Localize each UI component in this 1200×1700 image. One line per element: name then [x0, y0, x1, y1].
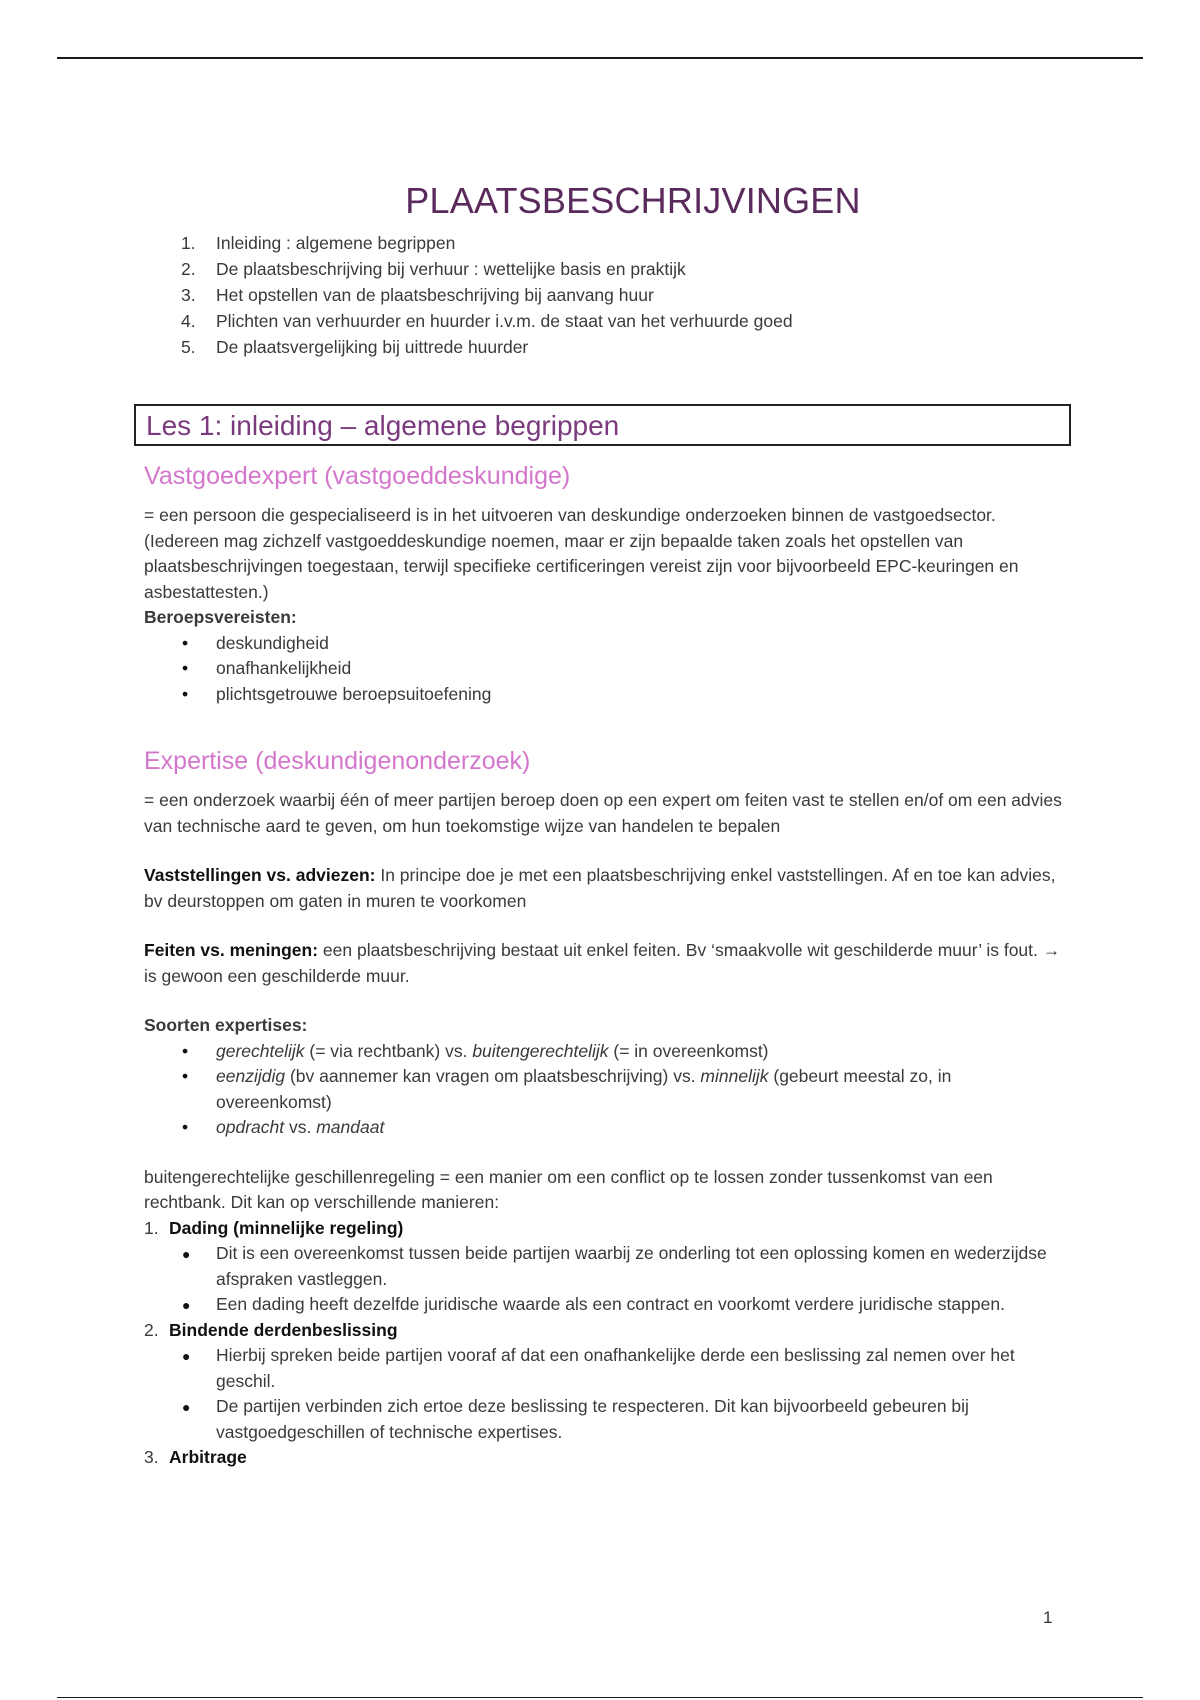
- toc-item: 3. Het opstellen van de plaatsbeschrijving bij aanvang huur: [181, 285, 654, 305]
- list-item: • deskundigheid: [182, 632, 329, 653]
- section-heading-vastgoedexpert: Vastgoedexpert (vastgoeddeskundige): [144, 462, 571, 490]
- header-rule: [57, 57, 1143, 59]
- geschillen-methods-list: [144, 1216, 1064, 1471]
- toc-item: 2. De plaatsbeschrijving bij verhuur : wettelijke basis en praktijk: [181, 259, 686, 279]
- list-item: • plichtsgetrouwe beroepsuitoefening: [182, 683, 492, 704]
- list-item: ● De partijen verbinden zich ertoe deze beslissing te respecteren. Dit kan bijvoorbeeld gebeuren bij vastgoedgeschillen of technische expertises.: [182, 1396, 969, 1442]
- toc-item: 5. De plaatsvergelijking bij uittrede huurder: [181, 337, 529, 357]
- list-item: ● Een dading heeft dezelfde juridische waarde als een contract en voorkomt verdere juridische stappen.: [182, 1294, 1005, 1314]
- list-item: ● Dit is een overeenkomst tussen beide partijen waarbij ze onderling tot een oplossing komen en wederzijdse afspraken vastleggen.: [182, 1243, 1047, 1289]
- soorten-list: [144, 1039, 1064, 1141]
- section-heading-expertise: Expertise (deskundigenonderzoek): [144, 747, 531, 775]
- expertise-definition: = een onderzoek waarbij één of meer partijen beroep doen op een expert om feiten vast te stellen en/of om een advies van technische aard te geven, om hun toekomstige wijze van handelen te bepalen: [144, 790, 1062, 836]
- geschillenregeling-intro: buitengerechtelijke geschillenregeling = een manier om een conflict op te lossen zonder tussenkomst van een rechtbank. Dit kan op verschillende manieren:: [144, 1166, 993, 1212]
- document-title: PLAATSBESCHRIJVINGEN: [405, 180, 861, 221]
- vaststellingen-paragraph: Vaststellingen vs. adviezen: In principe doe je met een plaatsbeschrijving enkel vaststellingen. Af en toe kan advies, bv deurstoppen om gaten in muren te voorkomen: [144, 865, 1056, 911]
- page-content: [144, 180, 1064, 1471]
- footer-rule: [57, 1697, 1143, 1698]
- page-number: 1: [1043, 1608, 1053, 1627]
- method-item-dading: 1. Dading (minnelijke regeling) ● Dit is een overeenkomst tussen beide partijen waarbij ze onderling tot een oplossing komen en wederzijdse afspraken vastleggen. ● Een dading heeft dezelfde juridische waarde als een contract en voorkomt verdere juridische stappen.: [144, 1216, 1064, 1318]
- method-item-arbitrage: 3. Arbitrage: [144, 1447, 247, 1467]
- list-item: • gerechtelijk (= via rechtbank) vs. buitengerechtelijk (= in overeenkomst): [182, 1040, 769, 1061]
- feiten-paragraph: Feiten vs. meningen: een plaatsbeschrijving bestaat uit enkel feiten. Bv ‘smaakvolle wit geschilderde muur’ is fout. → is gewoon een geschilderde muur.: [144, 940, 1061, 986]
- table-of-contents: [144, 230, 1064, 360]
- method-item-derdenbeslissing: 2. Bindende derdenbeslissing ● Hierbij spreken beide partijen vooraf af dat een onafhankelijke derde een beslissing zal nemen over het geschil. ● De partijen verbinden zich ertoe deze beslissing te respecteren. Dit kan bijvoorbeeld gebeuren bij vastgoedgeschillen of technische expertises.: [144, 1318, 1064, 1446]
- list-item: • eenzijdig (bv aannemer kan vragen om plaatsbeschrijving) vs. minnelijk (gebeurt meestal zo, in overeenkomst): [182, 1066, 952, 1112]
- beroepsvereisten-label: Beroepsvereisten:: [144, 607, 297, 627]
- list-item: • opdracht vs. mandaat: [182, 1117, 385, 1137]
- toc-item: 1. Inleiding : algemene begrippen: [181, 233, 456, 253]
- vastgoedexpert-definition: = een persoon die gespecialiseerd is in het uitvoeren van deskundige onderzoeken binnen de vastgoedsector. (Iedereen mag zichzelf vastgoeddeskundige noemen, maar er zijn bepaalde taken zoals het opstellen van plaatsbeschrijvingen toegestaan, terwijl specifieke certificeringen vereist zijn voor bijvoorbeeld EPC-keuringen en asbestattesten.): [144, 505, 1019, 602]
- list-item: • onafhankelijkheid: [182, 658, 352, 678]
- requirements-list: [144, 631, 1064, 708]
- toc-item: 4. Plichten van verhuurder en huurder i.v.m. de staat van het verhuurde goed: [181, 311, 793, 331]
- lesson-title: Les 1: inleiding – algemene begrippen: [134, 404, 1071, 446]
- list-item: ● Hierbij spreken beide partijen vooraf af dat een onafhankelijke derde een beslissing zal nemen over het geschil.: [182, 1345, 1015, 1391]
- soorten-label: Soorten expertises:: [144, 1015, 308, 1035]
